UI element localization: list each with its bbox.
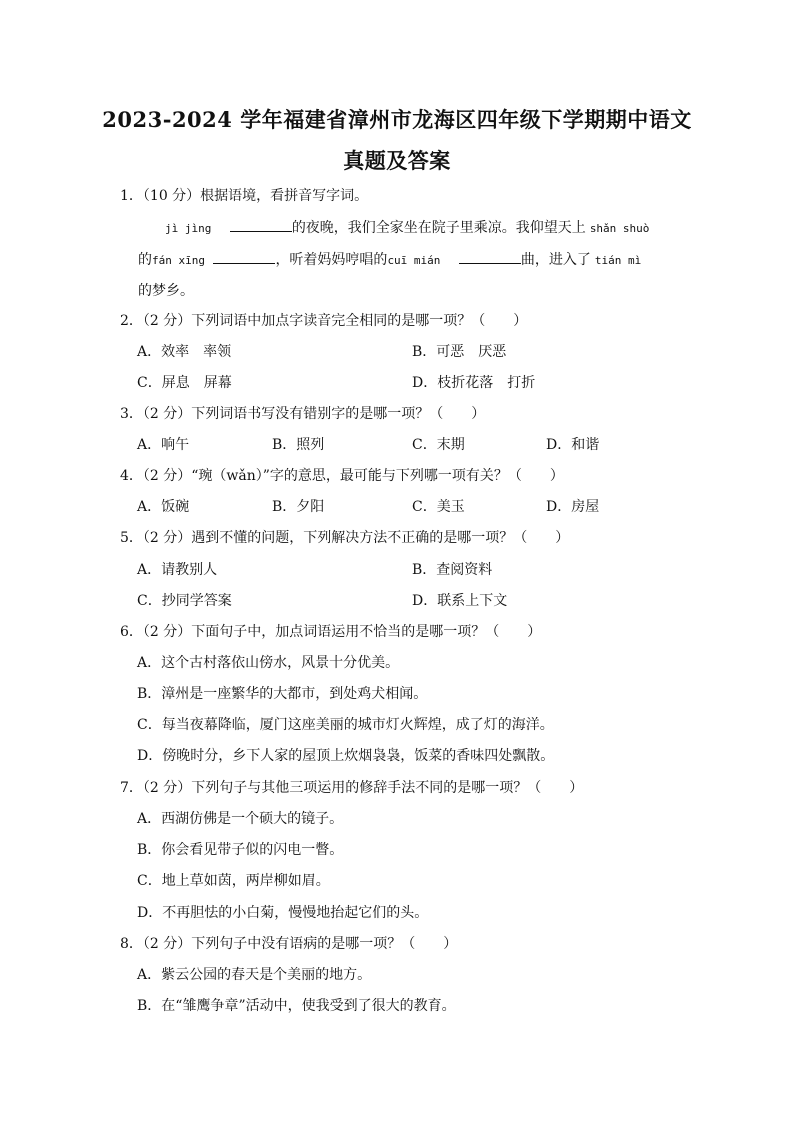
- q1-line2: [138, 249, 641, 271]
- q4-stem: 4．（2 分）“琬（wǎn）”字的意思，最可能与下列哪一项有关？（ ）: [120, 468, 564, 484]
- q2-stem: 2．（2 分）下列词语中加点字读音完全相同的是哪一项？（ ）: [120, 313, 528, 329]
- q4-option-c[interactable]: C．美玉: [412, 499, 465, 515]
- q5-option-c[interactable]: C．抄同学答案: [137, 593, 232, 609]
- q6-option-d[interactable]: D．傍晚时分，乡下人家的屋顶上炊烟袅袅，饭菜的香味四处飘散。: [137, 748, 555, 764]
- q2-option-b[interactable]: B．可恶 厌恶: [412, 344, 507, 360]
- q5-stem: 5．（2 分）遇到不懂的问题，下列解决方法不正确的是哪一项？（ ）: [120, 530, 570, 546]
- q1-text: 的夜晚，我们全家坐在院子里乘凉。我仰望天上: [291, 220, 586, 236]
- q1-line3: 的梦乡。: [138, 283, 194, 299]
- answer-blank[interactable]: [230, 217, 292, 232]
- q2-option-a[interactable]: A．效率 率领: [137, 344, 232, 360]
- q3-option-c[interactable]: C．末期: [412, 437, 465, 453]
- q7-stem: 7．（2 分）下列句子与其他三项运用的修辞手法不同的是哪一项？（ ）: [120, 780, 584, 796]
- q7-option-d[interactable]: D．不再胆怯的小白菊，慢慢地抬起它们的头。: [137, 905, 429, 921]
- q8-stem: 8．（2 分）下列句子中没有语病的是哪一项？（ ）: [120, 936, 458, 952]
- q1-line1: [165, 217, 649, 239]
- q7-option-c[interactable]: C．地上草如茵，两岸柳如眉。: [137, 873, 330, 889]
- q2-option-c[interactable]: C．屏息 屏幕: [137, 375, 232, 391]
- q6-option-c[interactable]: C．每当夜幕降临，厦门这座美丽的城市灯火辉煌，成了灯的海洋。: [137, 717, 554, 733]
- q4-option-b[interactable]: B．夕阳: [272, 499, 325, 515]
- q3-stem: 3．（2 分）下列词语书写没有错别字的是哪一项？（ ）: [120, 406, 486, 422]
- q6-option-a[interactable]: A．这个古村落依山傍水，风景十分优美。: [137, 655, 400, 671]
- answer-blank[interactable]: [213, 249, 275, 264]
- q3-option-a[interactable]: A．响午: [137, 437, 190, 453]
- q5-option-b[interactable]: B．查阅资料: [412, 562, 493, 578]
- q4-option-d[interactable]: D．房屋: [546, 499, 600, 515]
- q3-option-b[interactable]: B．照列: [272, 437, 325, 453]
- q5-option-d[interactable]: D．联系上下文: [412, 593, 508, 609]
- doc-title-line1: 2023-2024 学年福建省漳州市龙海区四年级下学期期中语文: [102, 107, 692, 132]
- pinyin: jì jìng: [165, 222, 212, 235]
- answer-blank[interactable]: [459, 249, 521, 264]
- q1-stem: 1．（10 分）根据语境，看拼音写字词。: [120, 188, 369, 204]
- q3-option-d[interactable]: D．和谐: [546, 437, 600, 453]
- q7-option-b[interactable]: B．你会看见带子似的闪电一瞥。: [137, 842, 344, 858]
- doc-title-line2: 真题及答案: [343, 148, 451, 173]
- q8-option-a[interactable]: A．紫云公园的春天是个美丽的地方。: [137, 967, 372, 983]
- q6-stem: 6．（2 分）下面句子中，加点词语运用不恰当的是哪一项？（ ）: [120, 624, 542, 640]
- q8-option-b[interactable]: B．在“雏鹰争章”活动中，使我受到了很大的教育。: [137, 998, 456, 1014]
- pinyin: cuī mián: [387, 254, 441, 267]
- q4-option-a[interactable]: A．饭碗: [137, 499, 190, 515]
- q1-text: 曲，进入了: [520, 252, 591, 268]
- pinyin: tián mì: [594, 254, 642, 267]
- q7-option-a[interactable]: A．西湖仿佛是一个硕大的镜子。: [137, 811, 344, 827]
- q5-option-a[interactable]: A．请教别人: [137, 562, 218, 578]
- q1-text: ，听着妈妈哼唱的: [275, 252, 388, 268]
- q6-option-b[interactable]: B．漳州是一座繁华的大都市，到处鸡犬相闻。: [137, 686, 428, 702]
- q1-text: 的: [138, 252, 152, 268]
- pinyin: shǎn shuò: [589, 222, 650, 235]
- pinyin: fán xīng: [152, 254, 205, 267]
- q2-option-d[interactable]: D．枝折花落 打折: [412, 375, 536, 391]
